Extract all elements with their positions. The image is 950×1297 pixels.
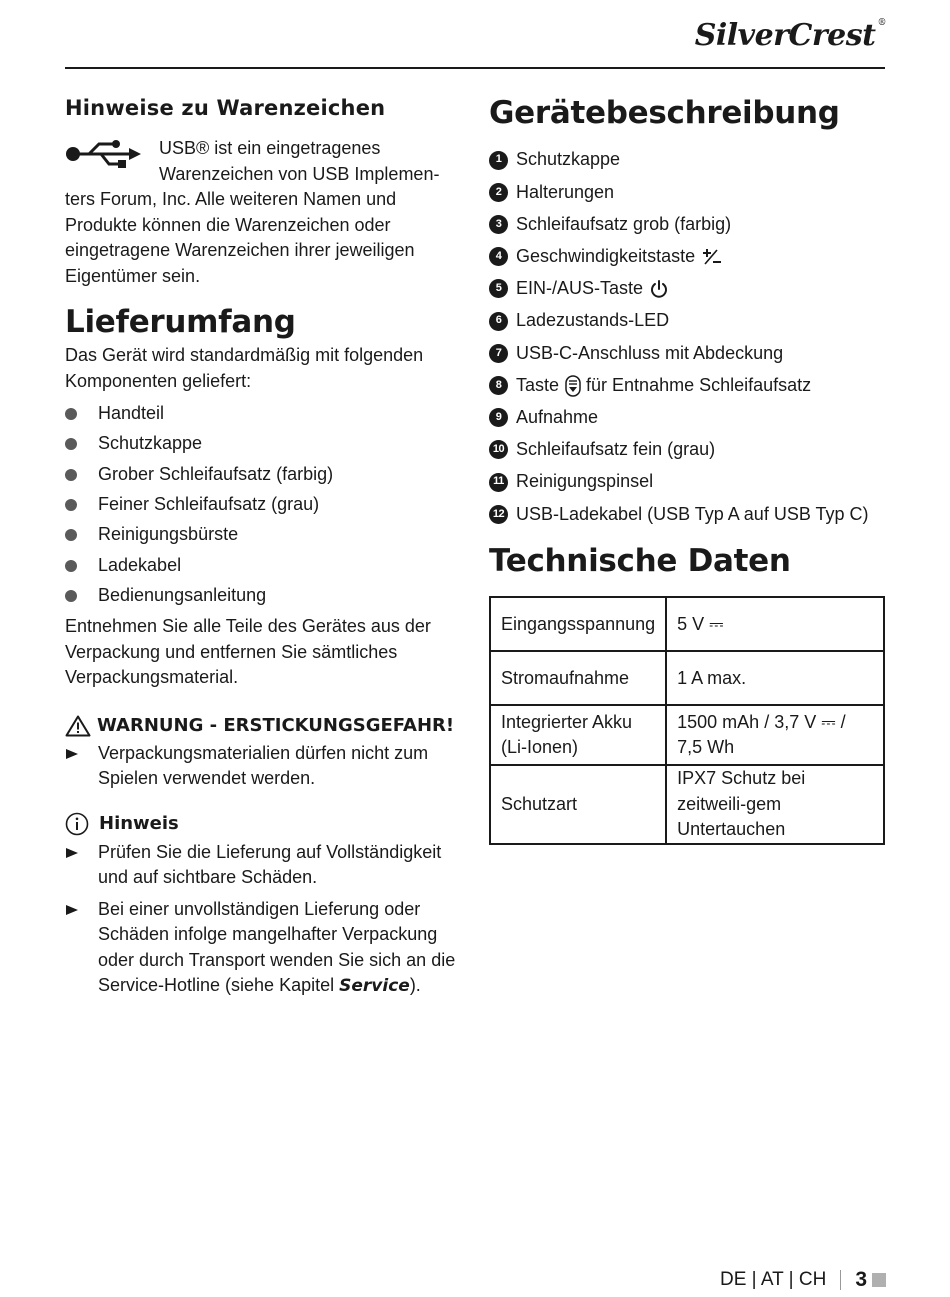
list-item-label: Grober Schleifaufsatz (farbig) — [98, 463, 334, 484]
footer-countries: DE | AT | CH — [720, 1269, 827, 1290]
device-heading: Gerätebeschreibung — [489, 95, 840, 131]
bullet-icon — [65, 469, 77, 481]
list-item — [65, 583, 460, 609]
list-item-label: Ladekabel — [98, 554, 182, 575]
left-column — [65, 96, 460, 1006]
list-item-label: Bedienungsanleitung — [98, 584, 267, 605]
bullet-icon — [65, 499, 77, 511]
table-cell-value: 5 V ⎓ — [666, 597, 884, 651]
part-label: Schleifaufsatz grob (farbig) — [516, 213, 732, 234]
part-number: 6 — [489, 312, 508, 331]
right-column — [489, 96, 885, 845]
scope-list — [65, 401, 460, 608]
trademark-line-1: USB® ist ein eingetragenes — [159, 138, 381, 158]
bullet-icon — [65, 560, 77, 572]
usb-icon — [65, 139, 147, 169]
release-button-icon — [565, 375, 581, 397]
list-item — [489, 498, 885, 530]
part-label: Aufnahme — [516, 406, 599, 427]
part-label: Geschwindigkeitstaste — [516, 246, 696, 266]
part-number: 5 — [489, 279, 508, 298]
bullet-icon — [65, 438, 77, 450]
list-item-label: Schutzkappe — [98, 433, 203, 454]
warning-triangle-icon — [65, 715, 91, 737]
table-cell-value: 1500 mAh / 3,7 V ⎓ / 7,5 Wh — [666, 705, 884, 765]
list-item-label: Handteil — [98, 403, 165, 424]
tech-heading: Technische Daten — [489, 543, 791, 580]
part-label: Ladezustands-LED — [516, 310, 670, 331]
warning-heading — [65, 715, 460, 737]
part-number: 2 — [489, 183, 508, 202]
bullet-icon — [65, 408, 77, 420]
list-item — [489, 273, 885, 305]
list-item — [65, 431, 460, 457]
arrow-bullet-icon — [66, 848, 78, 858]
part-label: Taste — [516, 374, 560, 395]
table-cell-key: Eingangsspannung — [490, 597, 666, 651]
list-item — [65, 553, 460, 579]
arrow-bullet-icon — [66, 749, 78, 759]
trademark-block — [65, 136, 460, 289]
hint-list — [65, 840, 460, 1000]
registered-mark: ® — [877, 18, 886, 28]
part-number: 1 — [489, 151, 508, 170]
speed-plus-minus-icon — [701, 247, 723, 267]
part-number: 3 — [489, 215, 508, 234]
brand-name: SilverCrest — [694, 18, 876, 53]
tech-table — [489, 596, 885, 845]
warning-title: WARNUNG - ERSTICKUNGSGEFAHR! — [97, 715, 455, 737]
table-row — [490, 597, 884, 651]
arrow-bullet-icon — [66, 905, 78, 915]
part-number: 10 — [489, 440, 508, 459]
bullet-icon — [65, 590, 77, 602]
parts-list — [489, 144, 885, 530]
warning-list — [65, 741, 460, 792]
list-item — [489, 208, 885, 240]
list-item-label: Prüfen Sie die Lieferung auf Vollständigkeit und auf sichtbare Schäden. — [98, 841, 442, 888]
list-item — [65, 741, 460, 792]
table-cell-value: IPX7 Schutz bei zeitweili-gem Untertauchen — [666, 765, 884, 844]
table-row — [490, 651, 884, 705]
list-item — [489, 241, 885, 273]
part-label: Schleifaufsatz fein (grau) — [516, 439, 716, 460]
brand-logo — [695, 18, 886, 53]
list-item-label — [98, 899, 455, 996]
list-item — [489, 466, 885, 498]
part-label: USB-C-Anschluss mit Abdeckung — [516, 342, 784, 363]
bullet-icon — [65, 529, 77, 541]
footer — [720, 1268, 886, 1292]
list-item — [65, 462, 460, 488]
hint-text-end: ). — [409, 975, 421, 996]
table-cell-value: 1 A max. — [666, 651, 884, 705]
hint-heading — [65, 812, 460, 836]
header-rule — [65, 67, 885, 69]
part-number: 12 — [489, 505, 508, 524]
part-label: Reinigungspinsel — [516, 471, 654, 492]
table-cell-key: Integrierter Akku (Li-Ionen) — [490, 705, 666, 765]
table-cell-key: Schutzart — [490, 765, 666, 844]
info-icon — [65, 812, 89, 836]
part-label: EIN-/AUS-Taste — [516, 278, 644, 299]
power-icon — [649, 279, 669, 299]
table-row — [490, 765, 884, 844]
part-number: 7 — [489, 344, 508, 363]
list-item — [489, 369, 885, 401]
part-label: Halterungen — [516, 181, 615, 202]
list-item — [489, 144, 885, 176]
list-item — [65, 522, 460, 548]
list-item-label: Verpackungsmaterialien dürfen nicht zum Spielen verwendet werden. — [98, 742, 429, 789]
list-item — [489, 434, 885, 466]
page-marker — [872, 1273, 886, 1287]
footer-divider — [840, 1270, 841, 1290]
part-number: 9 — [489, 408, 508, 427]
part-label: Schutzkappe — [516, 149, 621, 170]
trademark-line-2: Warenzeichen von USB Implemen- — [159, 163, 440, 184]
list-item-label: Reinigungsbürste — [98, 524, 239, 545]
list-item — [489, 402, 885, 434]
part-label-suffix: für Entnahme Schleifaufsatz — [586, 374, 812, 395]
page-number: 3 — [855, 1268, 867, 1291]
trademark-heading: Hinweise zu Warenzeichen — [65, 96, 386, 120]
list-item — [65, 897, 460, 1000]
trademark-text: ters Forum, Inc. Alle weiteren Namen und Produkte können die Warenzeichen oder eingetragene Warenzeichen ihrer jeweiligen Eigentümer sein. — [65, 189, 415, 286]
list-item — [65, 401, 460, 427]
part-number: 11 — [489, 473, 508, 492]
chapter-reference: Service — [339, 976, 410, 997]
list-item — [65, 840, 460, 891]
list-item — [489, 337, 885, 369]
list-item — [489, 176, 885, 208]
scope-intro: Das Gerät wird standardmäßig mit folgenden Komponenten geliefert: — [65, 345, 424, 391]
table-cell-key: Stromaufnahme — [490, 651, 666, 705]
table-row — [490, 705, 884, 765]
hint-text: Bei einer unvollständigen Lieferung oder Schäden infolge mangelhafter Verpackung oder durch Transport wenden Sie sich an die Service-Hotline (siehe Kapitel — [98, 898, 456, 996]
list-item — [489, 305, 885, 337]
part-number: 4 — [489, 247, 508, 266]
part-label: USB-Ladekabel (USB Typ A auf USB Typ C) — [516, 503, 869, 524]
scope-outro: Entnehmen Sie alle Teile des Gerätes aus der Verpackung und entfernen Sie sämtliches Verpackungsmaterial. — [65, 616, 431, 688]
list-item — [65, 492, 460, 518]
list-item-label: Feiner Schleifaufsatz (grau) — [98, 493, 320, 514]
hint-title: Hinweis — [99, 813, 179, 835]
part-number: 8 — [489, 376, 508, 395]
scope-heading: Lieferumfang — [65, 304, 296, 340]
